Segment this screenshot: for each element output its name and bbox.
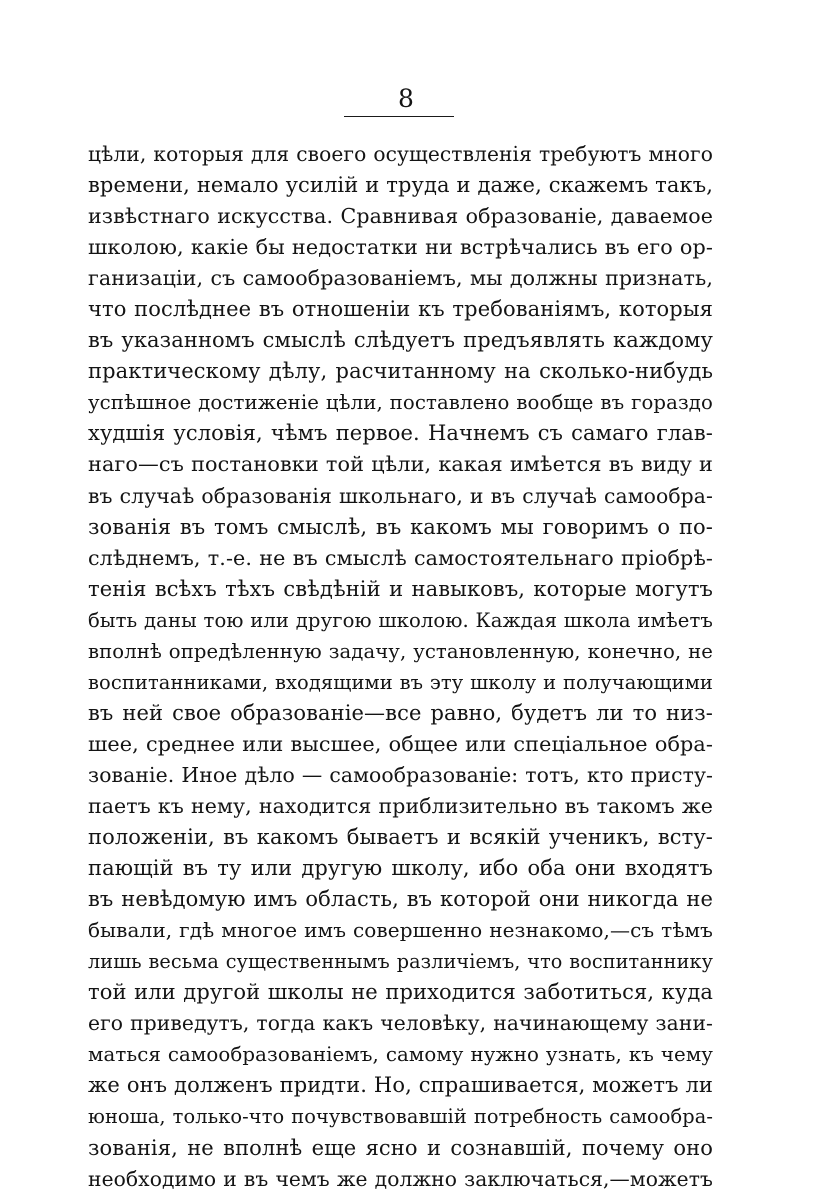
- text-line: же онъ долженъ придти. Но, спрашивается, можетъ ли: [88, 1073, 713, 1098]
- text-line: школою, какіе бы недостатки ни встрѣчались въ его ор-: [88, 235, 713, 260]
- text-line: въ невѣдомую имъ область, въ которой они никогда не: [88, 887, 713, 912]
- text-line: что послѣднее въ отношеніи къ требованіямъ, которыя: [88, 297, 713, 322]
- text-line: той или другой школы не приходится заботиться, куда: [88, 980, 713, 1005]
- text-line: въ ней свое образованіе—все равно, будетъ ли то низ-: [88, 700, 713, 725]
- text-line: его приведутъ, тогда какъ человѣку, начинающему зани-: [88, 1011, 713, 1036]
- text-line: воспитанниками, входящими въ эту школу и получающими: [88, 670, 713, 694]
- text-line: въ указанномъ смыслѣ слѣдуетъ предъявлять каждому: [88, 328, 713, 353]
- text-line: маться самообразованіемъ, самому нужно узнать, къ чему: [88, 1043, 713, 1067]
- text-line: ганизаціи, съ самообразованіемъ, мы должны признать,: [88, 266, 713, 291]
- text-line: шее, среднее или высшее, общее или спеціальное обра-: [88, 731, 713, 756]
- text-line: тенія всѣхъ тѣхъ свѣдѣній и навыковъ, которые могутъ: [88, 576, 713, 601]
- text-line: худшія условія, чѣмъ первое. Начнемъ съ самаго глав-: [88, 421, 713, 446]
- text-line: лишь весьма существеннымъ различіемъ, что воспитаннику: [88, 950, 713, 974]
- text-line: паетъ къ нему, находится приблизительно въ такомъ же: [88, 793, 713, 818]
- text-line: бывали, гдѣ многое имъ совершенно незнакомо,—съ тѣмъ: [88, 918, 713, 943]
- text-line: извѣстнаго искусства. Сравнивая образованіе, даваемое: [88, 204, 713, 229]
- text-line: успѣшное достиженіе цѣли, поставлено вообще въ гораздо: [88, 391, 713, 415]
- text-line: зованія, не вполнѣ еще ясно и сознавшій, почему оно: [88, 1135, 713, 1160]
- text-line: необходимо и въ чемъ же должно заключаться,—можетъ: [88, 1166, 713, 1191]
- text-line: практическому дѣлу, расчитанному на сколько-нибудь: [88, 359, 713, 384]
- body-text: [88, 139, 713, 1195]
- text-line: зованіе. Иное дѣло — самообразованіе: тотъ, кто присту-: [88, 762, 713, 787]
- text-line: быть даны тою или другою школою. Каждая школа имѣетъ: [88, 608, 713, 632]
- text-line: цѣли, которыя для своего осуществленія требуютъ много: [88, 142, 713, 166]
- text-line: пающій въ ту или другую школу, ибо оба они входятъ: [88, 856, 713, 881]
- text-line: положеніи, въ какомъ бываетъ и всякій ученикъ, всту-: [88, 825, 713, 850]
- text-line: зованія въ томъ смыслѣ, въ какомъ мы говоримъ о по-: [88, 514, 713, 539]
- header-rule: [344, 116, 454, 117]
- text-line: слѣднемъ, т.-е. не въ смыслѣ самостоятельнаго пріобрѣ-: [88, 545, 713, 570]
- text-line: наго—съ постановки той цѣли, какая имѣется въ виду и: [88, 452, 713, 477]
- page-number: 8: [398, 84, 414, 113]
- text-line: времени, немало усилій и труда и даже, скажемъ такъ,: [88, 173, 713, 198]
- text-line: юноша, только-что почувствовавшій потребность самообра-: [88, 1105, 713, 1129]
- text-line: вполнѣ опредѣленную задачу, установленную, конечно, не: [88, 639, 713, 663]
- text-line: въ случаѣ образованія школьнаго, и въ случаѣ самообра-: [88, 483, 713, 508]
